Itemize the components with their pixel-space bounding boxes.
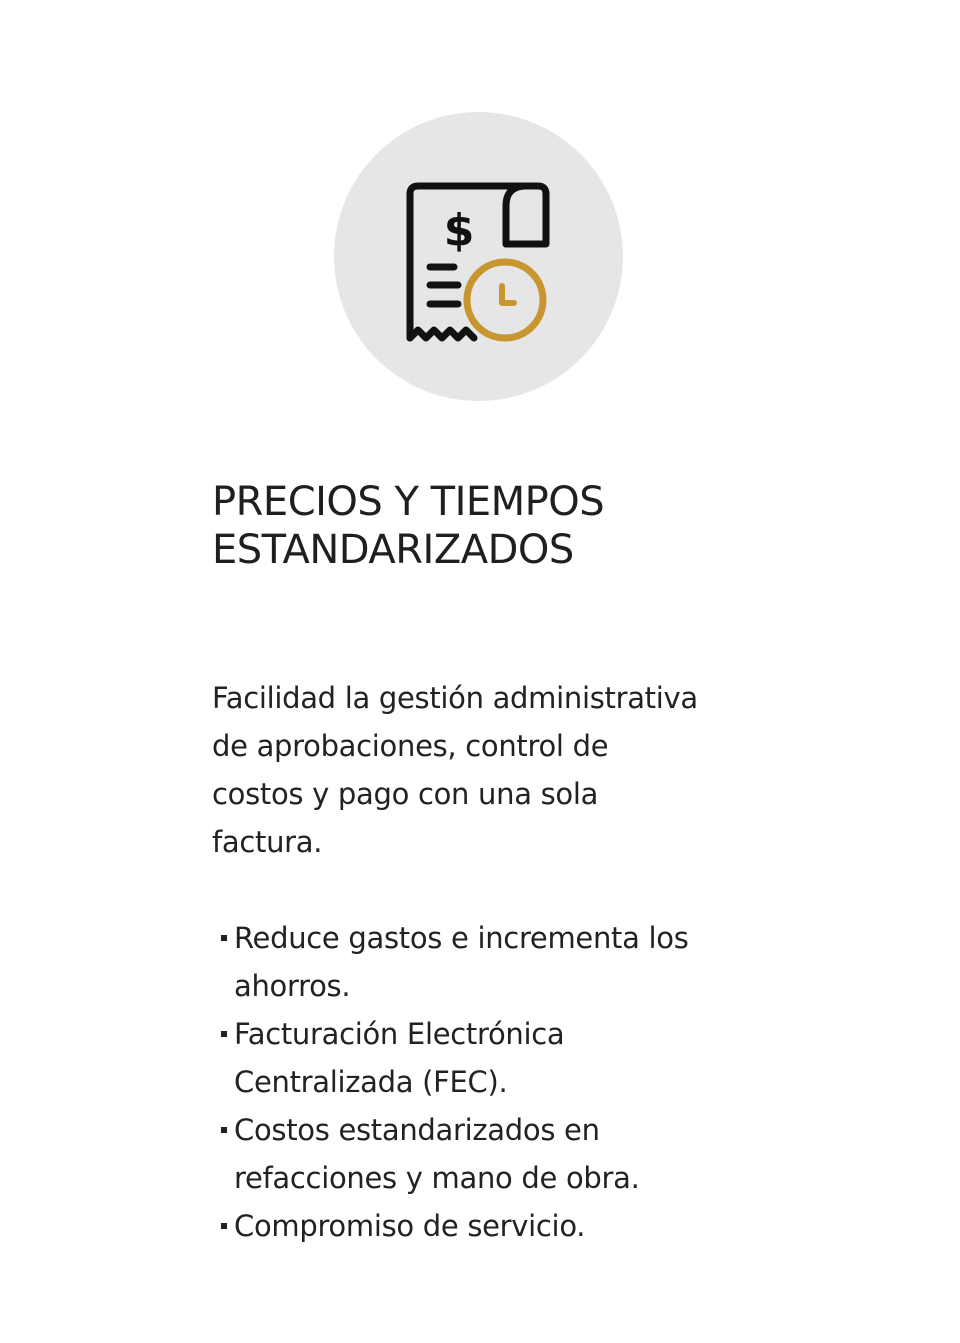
feature-text: Facturación Electrónica	[234, 1017, 565, 1051]
feature-item	[218, 1106, 758, 1202]
feature-text: Costos estandarizados en	[234, 1113, 600, 1147]
description-line: factura.	[212, 825, 323, 859]
bullet-icon	[221, 1223, 227, 1229]
feature-item	[218, 914, 758, 1010]
invoice-clock-icon	[334, 112, 623, 401]
bullet-icon	[221, 1127, 227, 1133]
title-line-2: ESTANDARIZADOS	[212, 527, 574, 573]
feature-text: Centralizada (FEC).	[234, 1065, 508, 1099]
bullet-icon	[221, 1031, 227, 1037]
title-line-1: PRECIOS Y TIEMPOS	[212, 479, 605, 525]
page-title	[212, 478, 772, 574]
feature-text: ahorros.	[234, 969, 351, 1003]
description-line: Facilidad la gestión administrativa	[212, 681, 698, 715]
feature-list	[218, 914, 758, 1250]
feature-item	[218, 1010, 758, 1106]
description-line: costos y pago con una sola	[212, 777, 599, 811]
description-line: de aprobaciones, control de	[212, 729, 609, 763]
feature-text: refacciones y mano de obra.	[234, 1161, 640, 1195]
description	[212, 674, 752, 866]
icon-badge	[334, 112, 623, 401]
bullet-icon	[221, 935, 227, 941]
feature-item	[218, 1202, 758, 1250]
feature-text: Reduce gastos e incrementa los	[234, 921, 689, 955]
feature-text: Compromiso de servicio.	[234, 1209, 586, 1243]
dollar-symbol: $	[443, 205, 475, 256]
